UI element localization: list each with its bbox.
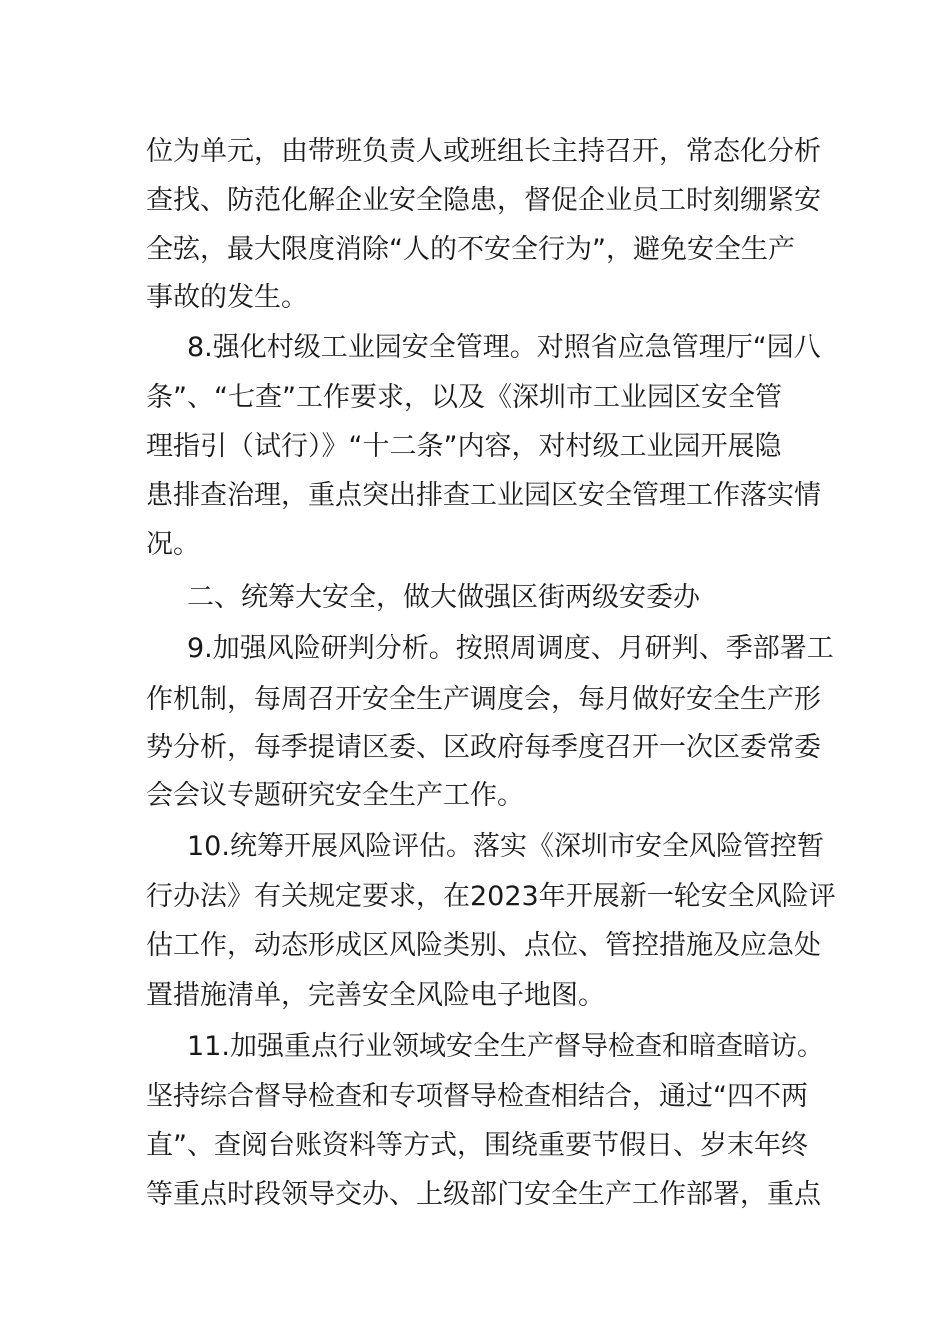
text-line: 作机制，每周召开安全生产调度会，每月做好安全生产形	[146, 684, 821, 715]
section-heading: 二、统筹大安全，做大做强区街两级安委办	[187, 582, 700, 613]
text-line: 事故的发生。	[146, 282, 308, 313]
text-line: 查找、防范化解企业安全隐患，督促企业员工时刻绷紧安	[146, 185, 821, 216]
text-line: 坚持综合督导检查和专项督导检查相结合，通过“四不两	[146, 1081, 808, 1112]
text-line: 位为单元，由带班负责人或班组长主持召开，常态化分析	[146, 136, 821, 167]
text-line: 会会议专题研究安全生产工作。	[146, 780, 524, 811]
text-line: 直”、查阅台账资料等方式，围绕重要节假日、岁末年终	[146, 1130, 808, 1161]
text-line: 理指引（试行）》“十二条”内容，对村级工业园开展隐	[146, 431, 782, 462]
text-line: 等重点时段领导交办、上级部门安全生产工作部署，重点	[146, 1179, 821, 1210]
text-line: 条”、“七查”工作要求，以及《深圳市工业园区安全管	[146, 382, 782, 413]
text-line: 8.强化村级工业园安全管理。对照省应急管理厅“园八	[187, 332, 821, 363]
text-line: 10.统筹开展风险评估。落实《深圳市安全风险管控暂	[187, 831, 824, 862]
text-line: 置措施清单，完善安全风险电子地图。	[146, 980, 605, 1011]
text-line: 患排查治理，重点突出排查工业园区安全管理工作落实情	[146, 480, 821, 511]
text-line: 行办法》有关规定要求，在2023年开展新一轮安全风险评	[146, 881, 836, 912]
text-line: 势分析，每季提请区委、区政府每季度召开一次区委常委	[146, 732, 821, 763]
text-line: 估工作，动态形成区风险类别、点位、管控措施及应急处	[146, 930, 821, 961]
text-line: 9.加强风险研判分析。按照周调度、月研判、季部署工	[187, 633, 834, 664]
text-line: 全弦，最大限度消除“人的不安全行为”，避免安全生产	[146, 234, 795, 265]
text-line: 况。	[146, 529, 200, 560]
text-line: 11.加强重点行业领域安全生产督导检查和暗查暗访。	[187, 1031, 824, 1062]
